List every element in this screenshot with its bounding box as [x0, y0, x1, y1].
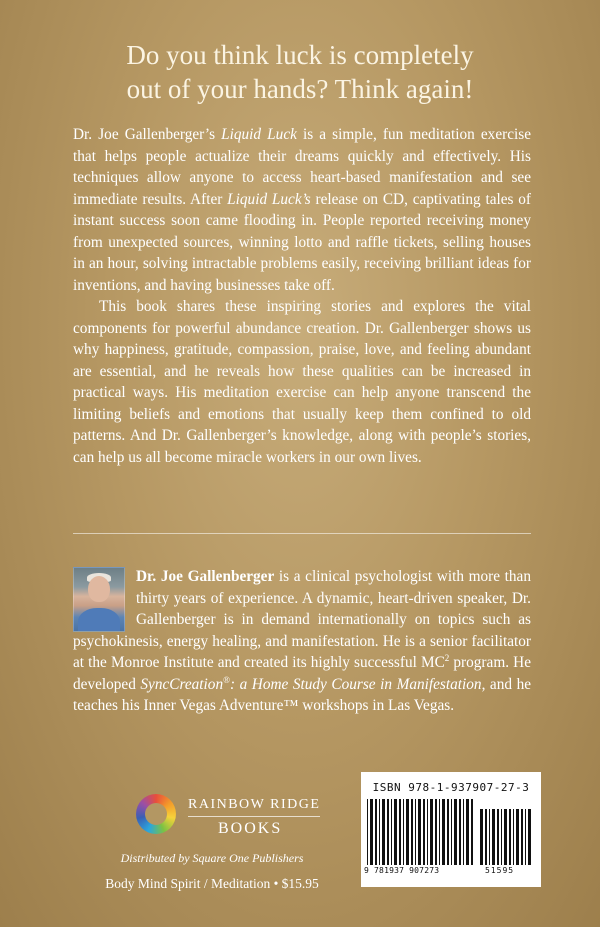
- registered-mark: ®: [223, 674, 230, 685]
- description-paragraph-2: This book shares these inspiring stories and explores the vital components for powerful abundance creation. Dr. Gallenberger shows us why happiness, gratitude, compassion, praise, love, and feeling abundant are essential, and he reveals how these qualities can be increased in practical ways. His meditation exercise can help anyone transcend the limiting beliefs and emotions that usually keep them confined to old patterns. And Dr. Gallenberger’s knowledge, along with people’s stories, can help us all become miracle workers in our own lives.: [73, 298, 531, 466]
- book-title-ref: Liquid Luck: [221, 126, 297, 143]
- publisher-books: BOOKS: [218, 820, 283, 837]
- rainbow-ring-icon: [136, 794, 176, 834]
- bio-text: , and he teaches his Inner Vegas Adventure™ workshops in Las Vegas.: [73, 675, 532, 714]
- distributor-line: Distributed by Square One Publishers: [120, 851, 304, 865]
- barcode-box: [361, 772, 541, 887]
- publisher-name: RAINBOW RIDGE: [188, 797, 321, 812]
- bio-text: is a clinical psychologist with more than thirty years of experience. A dynamic, heart-driven speaker, Dr. Gallenberger is in demand internationally on topics such as psychokinesis, energy healing, and manifestation. He is a senior facilitator at the Monroe Institute and created its highly successful MC: [73, 568, 531, 671]
- book-description: [73, 124, 531, 468]
- course-title: : a Home Study Course in Manifestation: [229, 675, 482, 693]
- publisher-rule: [188, 816, 320, 817]
- description-text: is a simple, fun meditation exercise that helps people actualize their dreams quickly and effectively. His techniques allow anyone to access heart-based manifestation and see immediate results. After: [73, 126, 531, 208]
- author-bio: [73, 566, 531, 717]
- price-digits: 51595: [485, 866, 515, 875]
- publisher-logo: [136, 792, 326, 847]
- description-text: release on CD, captivating tales of instant success soon came flooding in. People reported receiving money from unexpected sources, winning lotto and raffle tickets, selling houses in an hour, solving intractable problems easily, receiving brilliant ideas for inventions, and having businesses take off.: [73, 190, 532, 294]
- headline: [40, 38, 560, 106]
- barcode-icon: [367, 799, 475, 865]
- book-title-ref: Liquid Luck’s: [227, 190, 311, 208]
- author-name: Dr. Joe Gallenberger: [136, 568, 275, 585]
- price-barcode-icon: [480, 809, 532, 865]
- author-bio-paragraph: [73, 566, 531, 717]
- description-text: Dr. Joe Gallenberger’s: [73, 126, 222, 143]
- headline-line-1: Do you think luck is completely: [126, 40, 474, 70]
- description-paragraph-1: [73, 124, 531, 296]
- bio-text: program. He developed: [73, 654, 531, 693]
- isbn-text: ISBN 978-1-937907-27-3: [372, 781, 530, 794]
- section-divider: [73, 533, 531, 534]
- barcode-digits: 9 781937 907273: [364, 866, 440, 875]
- superscript: 2: [444, 652, 450, 663]
- category-price: Body Mind Spirit / Meditation • $15.95: [105, 876, 319, 891]
- course-title: SyncCreation: [140, 675, 224, 693]
- headline-line-2: out of your hands? Think again!: [126, 74, 474, 104]
